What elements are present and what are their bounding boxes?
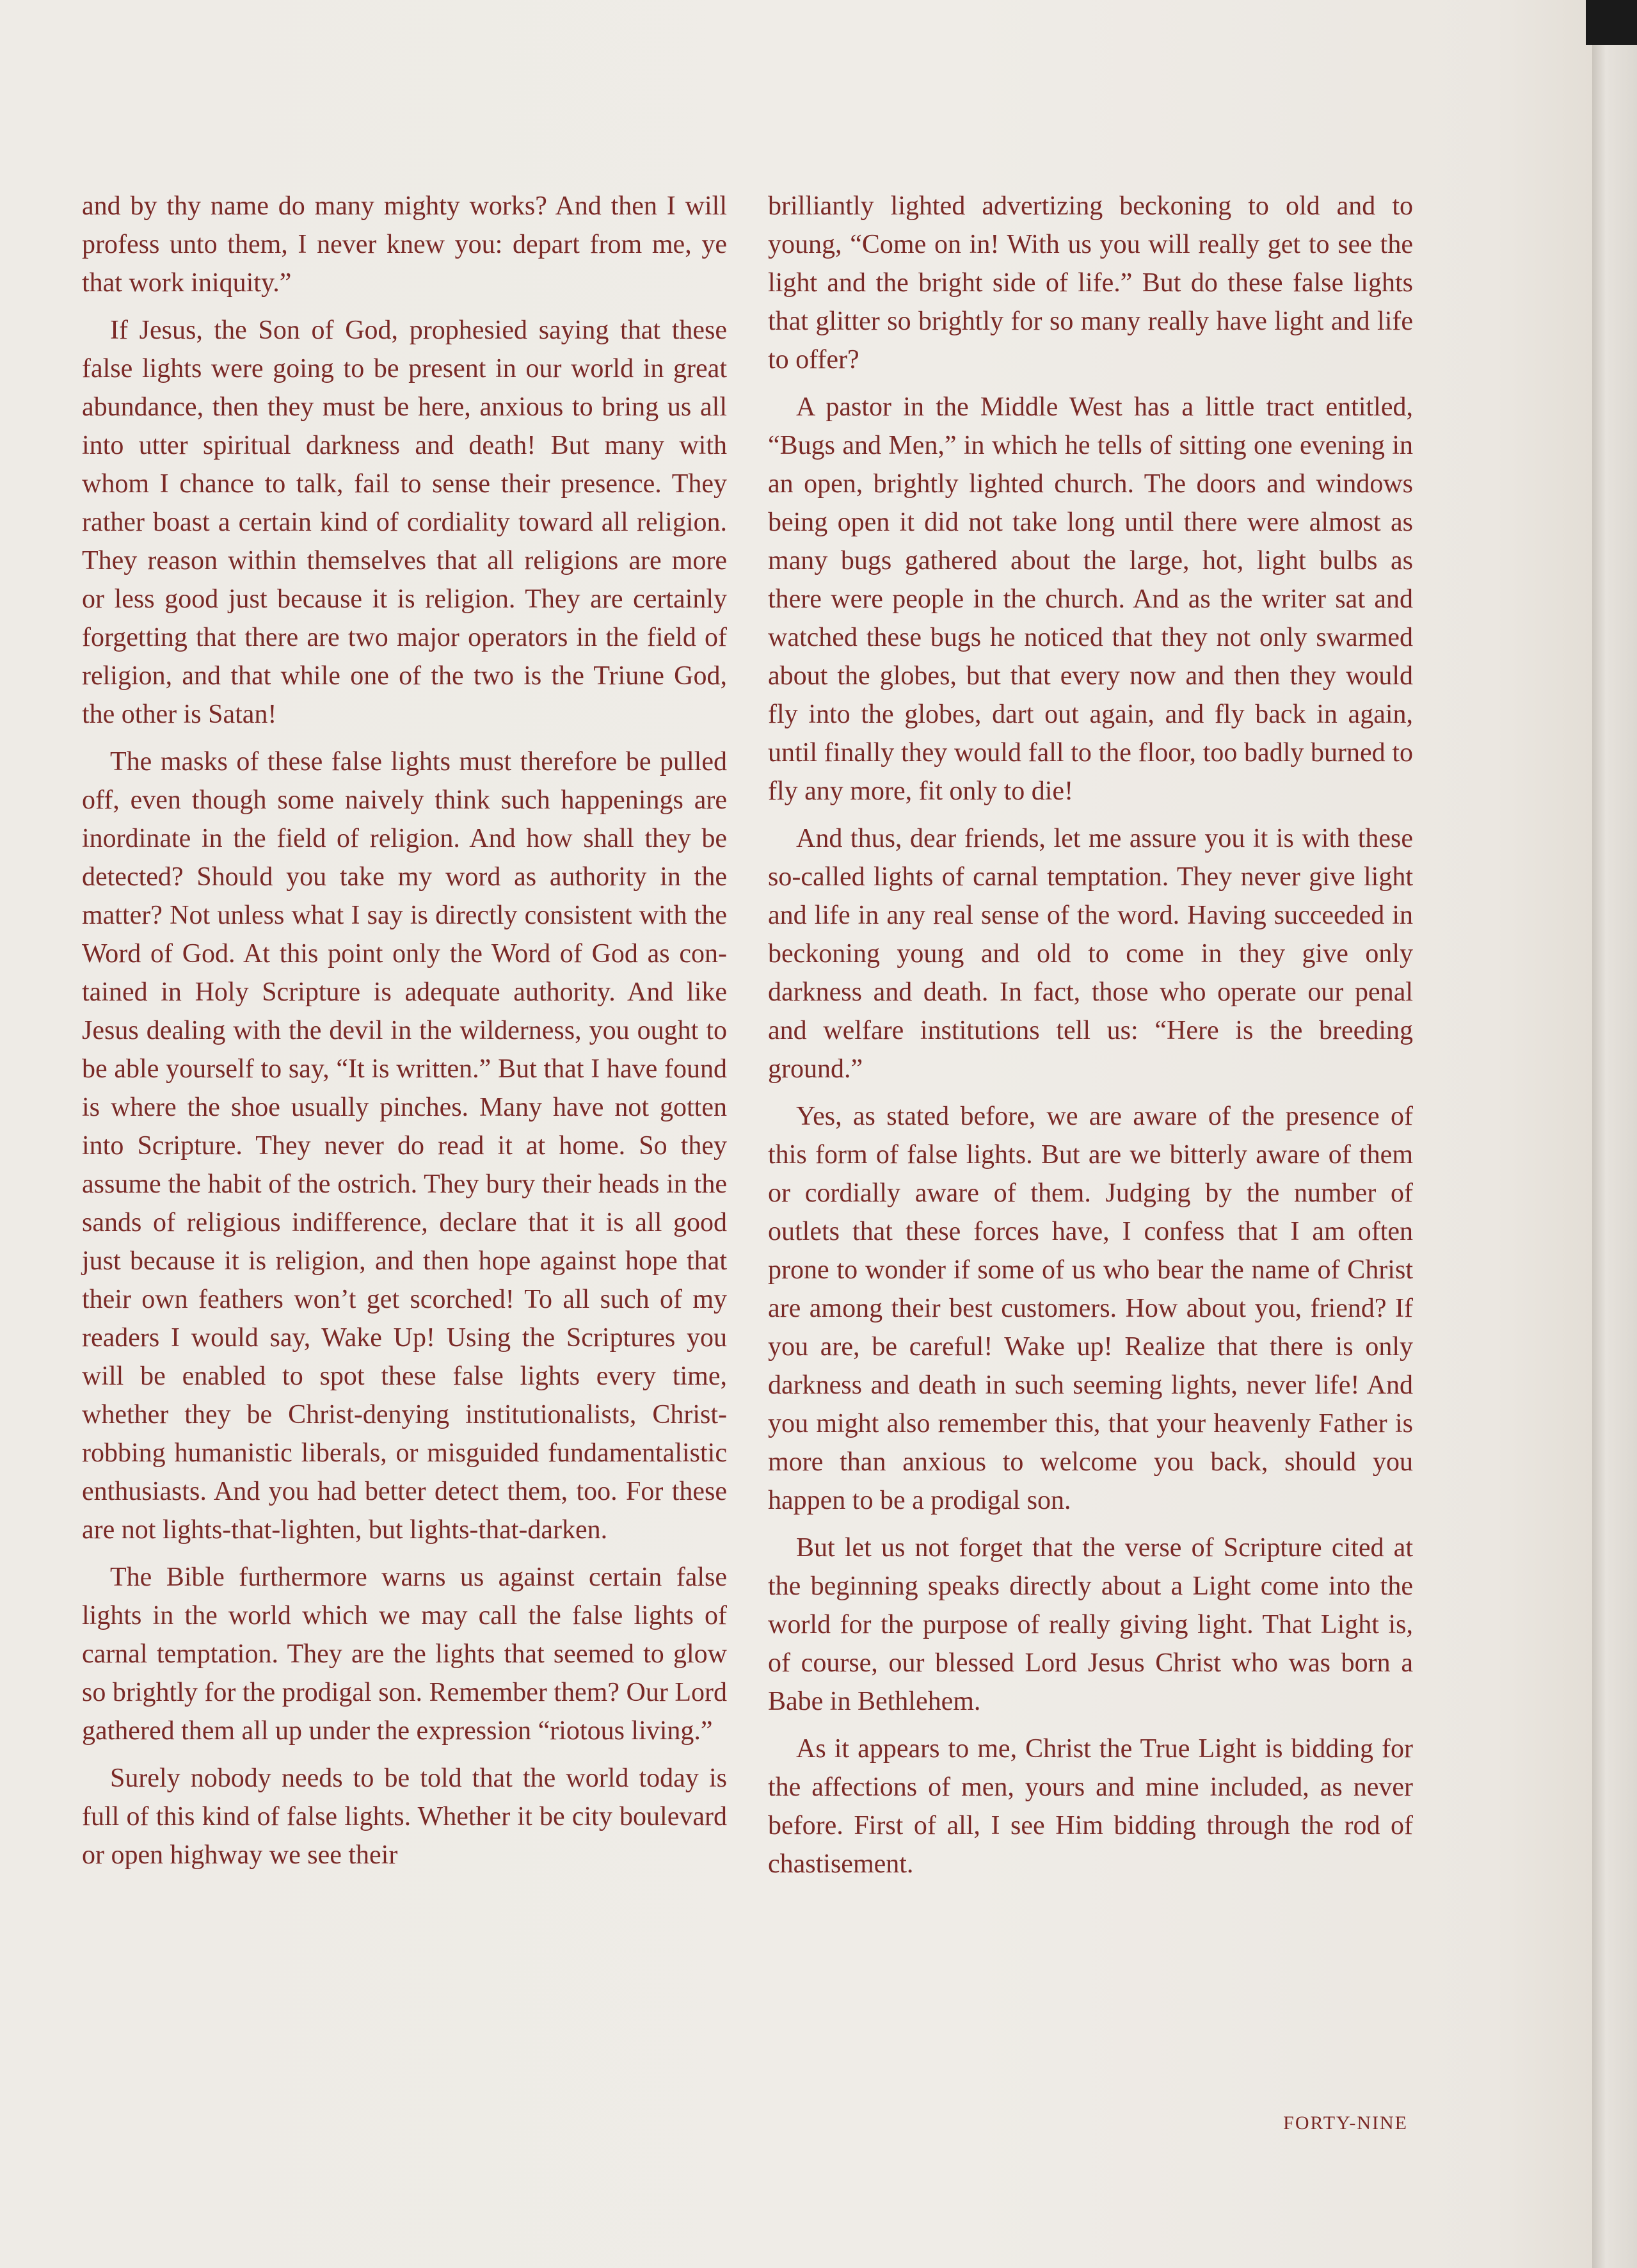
- paragraph: And thus, dear friends, let me assure you it is with these so-called lights of carnal temptation. They never give light and life in any real sense of the word. Having succeeded in beckoning young and old to come in they give only darkness and death. In fact, those who operate our penal and welfare institutions tell us: “Here is the breeding ground.”: [768, 824, 1413, 1084]
- paragraph: Yes, as stated before, we are aware of the presence of this form of false lights. But are we bitterly aware of them or cordially aware of them. Judging by the number of outlets that these forces have, I confess that I am often prone to wonder if some of us who bear the name of Christ are among their best customers. How about you, friend? If you are, be careful! Wake up! Realize that there is only darkness and death in such seeming lights, never life! And you might also remember this, that your heavenly Father is more than anxious to welcome you back, should you happen to be a prodigal son.: [768, 1102, 1413, 1515]
- scan-corner: [1586, 0, 1637, 45]
- paragraph: brilliantly lighted advertizing beckoning to old and to young, “Come on in! With us you will really get to see the light and the bright side of life.” But do these false lights that glitter so brightly for so many really have light and life to offer?: [768, 191, 1413, 374]
- paragraph: If Jesus, the Son of God, prophesied saying that these false lights were going to be present in our world in great abundance, then they must be here, anxious to bring us all into utter spiritual darkness and death! But many with whom I chance to talk, fail to sense their presence. They rather boast a certain kind of cordiality toward all religion. They reason within themselves that all religions are more or less good just because it is religion. They are certainly forgetting that there are two major operators in the field of religion, and that while one of the two is the Triune God, the other is Satan!: [82, 316, 727, 729]
- page-number: FORTY-NINE: [1283, 2112, 1408, 2134]
- paragraph: As it appears to me, Christ the True Light is bidding for the affections of men, yours and mine included, as never before. First of all, I see Him bidding through the rod of chastisement.: [768, 1734, 1413, 1879]
- right-column: [768, 187, 1413, 1892]
- page-edge: [1592, 0, 1637, 2268]
- paragraph: The masks of these false lights must therefore be pulled off, even though some naively think such happenings are inordinate in the field of religion. And how shall they be detected? Should you take my word as authority in the matter? Not unless what I say is directly consistent with the Word of God. At this point only the Word of God as contained in Holy Scripture is adequate authority. And like Jesus dealing with the devil in the wilderness, you ought to be able yourself to say, “It is written.” But that I have found is where the shoe usually pinches. Many have not gotten into Scripture. They never do read it at home. So they assume the habit of the ostrich. They bury their heads in the sands of religious indifference, declare that it is all good just because it is religion, and then hope against hope that their own feathers won’t get scorched! To all such of my readers I would say, Wake Up! Using the Scriptures you will be enabled to spot these false lights every time, whether they be Christ-denying institutionalists, Christ-robbing humanistic liberals, or misguided fundamentalistic enthusiasts. And you had better detect them, too. For these are not lights-that-lighten, but lights-that-darken.: [82, 747, 727, 1545]
- paragraph: A pastor in the Middle West has a little tract entitled, “Bugs and Men,” in which he tells of sitting one evening in an open, brightly lighted church. The doors and windows being open it did not take long until there were almost as many bugs gathered about the large, hot, light bulbs as there were people in the church. And as the writer sat and watched these bugs he noticed that they not only swarmed about the globes, but that every now and then they would fly into the globes, dart out again, and fly back in again, until finally they would fall to the floor, too badly burned to fly any more, fit only to die!: [768, 392, 1413, 806]
- paragraph: But let us not forget that the verse of Scripture cited at the beginning speaks directly about a Light come into the world for the purpose of really giving light. That Light is, of course, our blessed Lord Jesus Christ who was born a Babe in Bethlehem.: [768, 1533, 1413, 1716]
- paragraph: Surely nobody needs to be told that the world today is full of this kind of false lights. Whether it be city boulevard or open highway we see their: [82, 1764, 727, 1870]
- paragraph: The Bible furthermore warns us against certain false lights in the world which we may call the false lights of carnal temptation. They are the lights that seemed to glow so brightly for the prodigal son. Remember them? Our Lord gathered them all up under the expression “riotous living.”: [82, 1563, 727, 1746]
- paragraph: and by thy name do many mighty works? And then I will profess unto them, I never knew you: depart from me, ye that work iniquity.”: [82, 191, 727, 298]
- left-column: [82, 187, 727, 1883]
